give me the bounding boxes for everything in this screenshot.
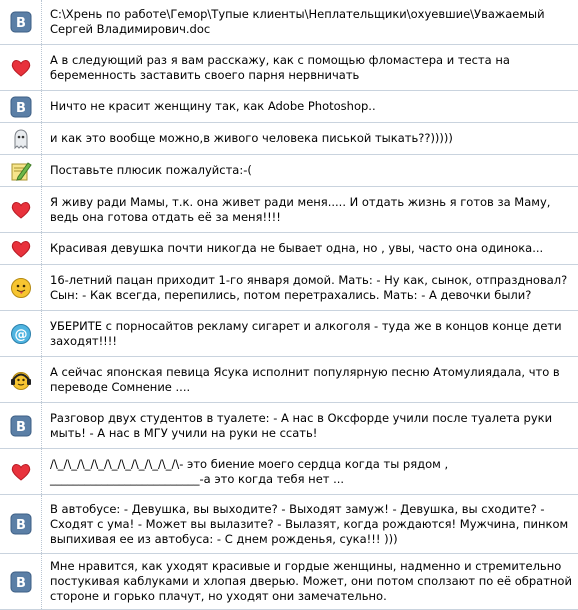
list-item[interactable]	[0, 495, 578, 554]
svg-text:B: B	[15, 575, 26, 591]
status-text: Мне нравится, как уходят красивые и гордые женщины, надменно и стремительно постукивая каблуками и хлопая дверью. Может, они потом сползают по её обратной стороне и горько плачут, но уходят они замечательно.	[50, 559, 572, 603]
heart-icon	[10, 57, 32, 79]
status-text: Разговор двух студентов в туалете: - А нас в Оксфорде учили после туалета руки мыть! - А нас в МГУ учили на руки не ссать!	[50, 410, 553, 440]
row-icon-cell	[0, 403, 42, 448]
list-item[interactable]	[0, 123, 578, 155]
svg-text:B: B	[15, 518, 26, 533]
vk-icon	[10, 96, 32, 118]
list-item[interactable]	[0, 403, 578, 449]
list-item[interactable]	[0, 311, 578, 357]
list-item[interactable]	[0, 91, 578, 123]
row-icon-cell	[0, 155, 42, 186]
at-sign-icon	[10, 323, 32, 345]
status-text: и как это вообще можно,в живого человека писькой тыкать??)))))	[50, 131, 453, 145]
list-item[interactable]	[0, 357, 578, 403]
tongue-smiley-icon	[10, 277, 32, 299]
vk-icon	[10, 11, 32, 33]
list-item[interactable]	[0, 187, 578, 233]
headphones-smiley-icon	[10, 369, 32, 391]
row-icon-cell	[0, 357, 42, 402]
heart-icon	[10, 199, 32, 221]
note-pencil-icon	[10, 160, 32, 182]
list-item[interactable]	[0, 233, 578, 265]
row-icon-cell	[0, 495, 42, 553]
row-icon-cell	[0, 554, 42, 609]
vk-icon	[10, 513, 32, 535]
status-text: Я живу ради Мамы, т.к. она живет ради меня..... И отдать жизнь я готов за Маму, ведь она готова отдать её за меня!!!!	[50, 194, 551, 224]
vk-icon	[10, 415, 32, 437]
status-text: /\_/\_/\_/\_/\_/\_/\_/\_/\_/\- это биение моего сердца когда ты рядом , __________________________-а это когда тебя нет ...	[50, 456, 449, 486]
status-text: Красивая девушка почти никогда не бывает одна, но , увы, часто она одинока...	[50, 241, 544, 255]
status-text: А сейчас японская певица Ясука исполнит популярную песню Атомулиядала, что в переводе Сомнение ....	[50, 364, 560, 394]
list-item[interactable]	[0, 45, 578, 91]
row-icon-cell	[0, 91, 42, 122]
svg-text:@: @	[14, 327, 27, 342]
row-icon-cell	[0, 265, 42, 310]
svg-text:B: B	[15, 419, 26, 435]
row-icon-cell	[0, 311, 42, 356]
status-text: А в следующий раз я вам расскажу, как с помощью фломастера и теста на беременность заставить своего парня нервничать	[50, 52, 510, 82]
status-text: УБЕРИТЕ с порносайтов рекламу сигарет и алкоголя - туда же в концов конце дети заходят!!!!	[50, 318, 562, 348]
heart-icon	[10, 461, 32, 483]
heart-icon	[10, 238, 32, 260]
svg-text:B: B	[15, 100, 26, 116]
status-text: C:\Хрень по работе\Гемор\Тупые клиенты\Неплательщики\охуевшие\Уважаемый Сергей Владимирович.doc	[50, 7, 545, 36]
list-item[interactable]	[0, 554, 578, 610]
status-text: Поставьте плюсик пожалуйста:-(	[50, 163, 252, 177]
row-icon-cell	[0, 45, 42, 90]
list-item[interactable]	[0, 449, 578, 495]
list-item[interactable]	[0, 155, 578, 187]
status-text: В автобусе: - Девушка, вы выходите? - Выходят замуж! - Девушка, вы сходите? - Сходят с ума! - Может вы вылазите? - Вылазят, когда рождаются! Мужчина, пинком выпихивая ее из автобуса: - С днем рожденья, сука!!! )))	[50, 501, 569, 546]
ghost-icon	[10, 128, 32, 150]
list-item[interactable]	[0, 265, 578, 311]
row-icon-cell	[0, 123, 42, 154]
row-icon-cell	[0, 233, 42, 264]
status-text: 16-летний пацан приходит 1-го января домой. Мать: - Ну как, сынок, отпраздновал? Сын: - Как всегда, перепились, потом перетрахались. Мать: - А девочки были?	[50, 272, 568, 302]
list-item[interactable]	[0, 0, 578, 45]
status-text: Ничто не красит женщину так, как Adobe Photoshop..	[50, 99, 376, 113]
row-icon-cell	[0, 0, 42, 44]
svg-text:B: B	[15, 16, 26, 31]
row-icon-cell	[0, 449, 42, 494]
vk-icon	[10, 571, 32, 593]
row-icon-cell	[0, 187, 42, 232]
